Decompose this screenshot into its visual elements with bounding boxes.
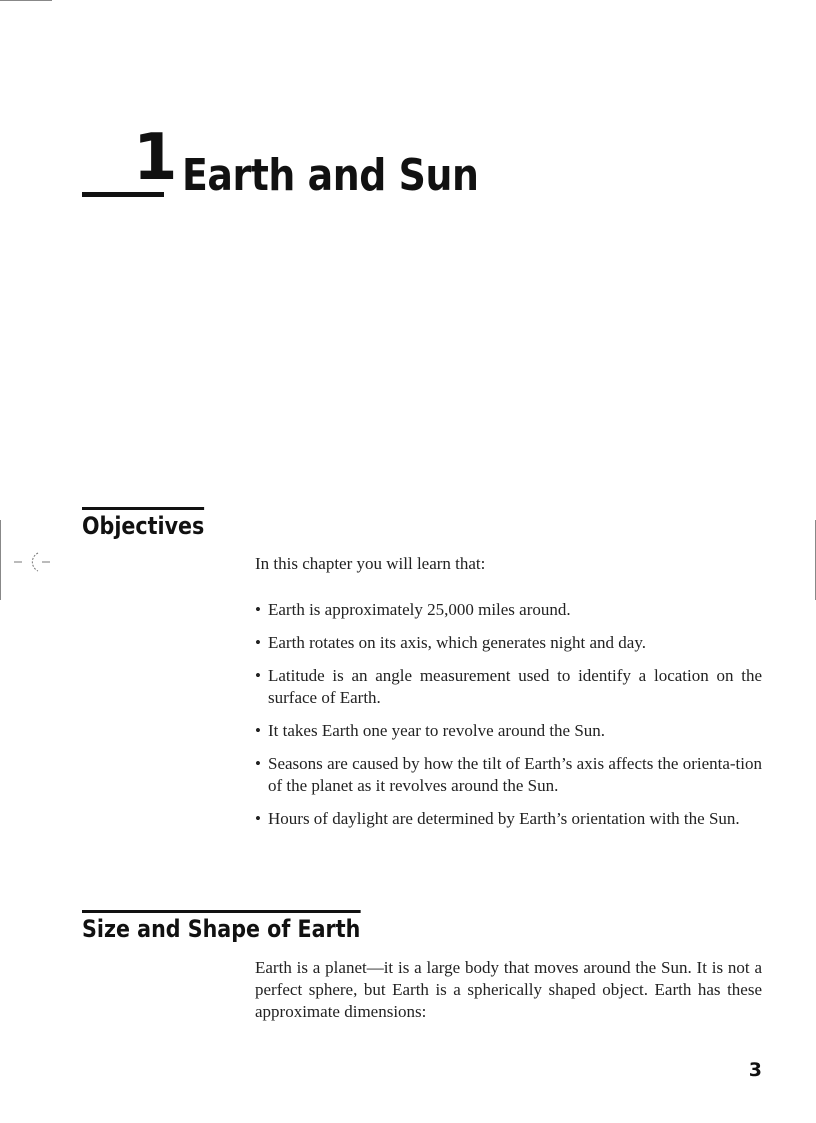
objective-text: Seasons are caused by how the tilt of Earth’s axis affects the orienta-tion of the planet as it revolves around the Sun. [268,754,762,795]
objectives-heading: Objectives [82,507,204,541]
size-and-shape-heading: Size and Shape of Earth [82,910,360,944]
chapter-title: Earth and Sun [182,150,479,201]
chapter-number: 1 [133,121,176,195]
objective-text: Earth rotates on its axis, which generates night and day. [268,633,646,652]
crop-mark-top [0,0,52,1]
objectives-list [255,599,762,841]
bullet: • [255,633,261,652]
list-item [255,599,762,621]
list-item [255,808,762,830]
list-item [255,632,762,654]
bullet: • [255,721,261,740]
bullet: • [255,754,261,773]
registration-mark-icon [14,550,54,574]
list-item [255,665,762,709]
objective-text: Hours of daylight are determined by Earth’s orientation with the Sun. [268,809,740,828]
bullet: • [255,809,261,828]
bullet: • [255,666,261,685]
objective-text: Earth is approximately 25,000 miles around. [268,600,571,619]
page-number: 3 [748,1059,762,1081]
list-item [255,720,762,742]
objective-text: It takes Earth one year to revolve around the Sun. [268,721,606,740]
size-and-shape-paragraph: Earth is a planet—it is a large body that moves around the Sun. It is not a perfect sphere, but Earth is a spherically shaped object. Earth has these approximate dimensions: [255,958,762,1021]
bullet: • [255,600,261,619]
list-item [255,753,762,797]
crop-mark-left [0,520,1,600]
objectives-intro: In this chapter you will learn that: [255,554,486,573]
objective-text: Latitude is an angle measurement used to identify a location on the surface of Earth. [268,666,762,707]
